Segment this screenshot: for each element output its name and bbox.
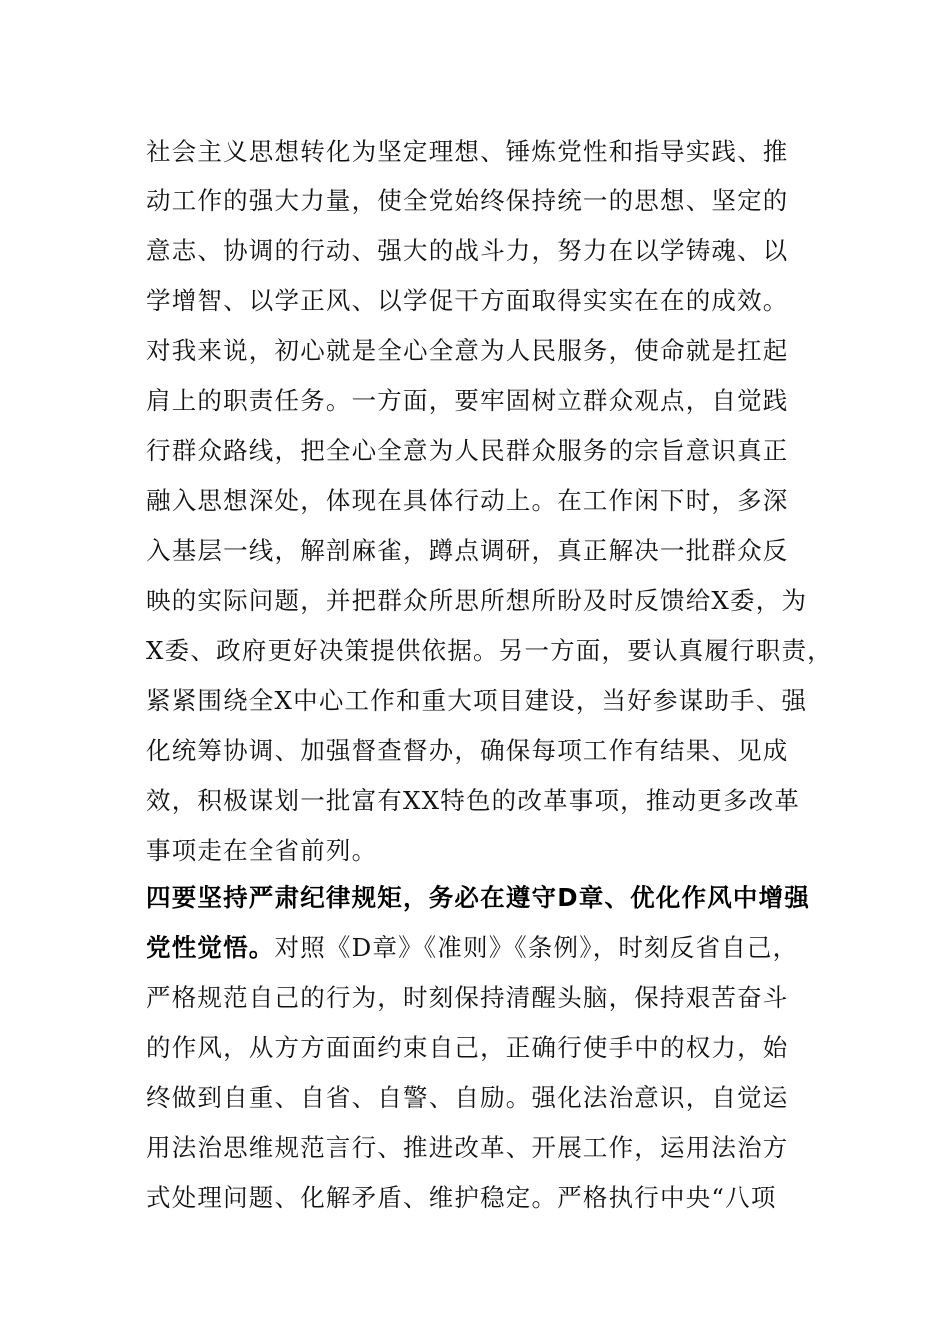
- paragraph-line: 动工作的强大力量，使全党始终保持统一的思想、坚定的: [146, 186, 789, 215]
- paragraph-line: 肩上的职责任务。一方面，要牢固树立群众观点，自觉践: [146, 386, 789, 415]
- paragraph-line: 事项走在全省前列。: [146, 836, 378, 865]
- paragraph-line: 终做到自重、自省、自警、自励。强化法治意识，自觉运: [146, 1083, 789, 1112]
- section-heading: 四要坚持严肃纪律规矩，务必在遵守D章、优化作风中增强: [146, 883, 811, 912]
- paragraph-line: 效，积极谋划一批富有XX特色的改革事项，推动更多改革: [146, 786, 801, 815]
- paragraph-line: 紧紧围绕全X中心工作和重大项目建设，当好参谋助手、强: [146, 686, 808, 715]
- paragraph-line: 映的实际问题，并把群众所思所想所盼及时反馈给X委，为: [146, 586, 808, 615]
- paragraph-line: 融入思想深处，体现在具体行动上。在工作闲下时，多深: [146, 486, 789, 515]
- paragraph-line: 用法治思维规范言行、推进改革、开展工作，运用法治方: [146, 1133, 789, 1162]
- section-text: 对照《D章》《准则》《条例》，时刻反省自己，: [274, 933, 799, 962]
- paragraph-line: 意志、协调的行动、强大的战斗力，努力在以学铸魂、以: [146, 236, 789, 265]
- paragraph-line: 化统筹协调、加强督查督办，确保每项工作有结果、见成: [146, 736, 789, 765]
- section-heading-continued: [146, 933, 798, 963]
- section-heading-end: 党性觉悟。: [146, 933, 275, 962]
- paragraph-line: 学增智、以学正风、以学促干方面取得实实在在的成效。: [146, 286, 789, 315]
- paragraph-line: 严格规范自己的行为，时刻保持清醒头脑，保持艰苦奋斗: [146, 983, 789, 1012]
- paragraph-line: 社会主义思想转化为坚定理想、锤炼党性和指导实践、推: [146, 137, 789, 166]
- paragraph-line: 入基层一线，解剖麻雀，蹲点调研，真正解决一批群众反: [146, 536, 789, 565]
- paragraph-line: 对我来说，初心就是全心全意为人民服务，使命就是扛起: [146, 336, 789, 365]
- paragraph-line: 行群众路线，把全心全意为人民群众服务的宗旨意识真正: [146, 436, 789, 465]
- paragraph-line: X委、政府更好决策提供依据。另一方面，要认真履行职责，: [146, 636, 833, 665]
- paragraph-line: 式处理问题、化解矛盾、维护稳定。严格执行中央“八项: [146, 1183, 777, 1212]
- paragraph-line: 的作风，从方方面面约束自己，正确行使手中的权力，始: [146, 1033, 789, 1062]
